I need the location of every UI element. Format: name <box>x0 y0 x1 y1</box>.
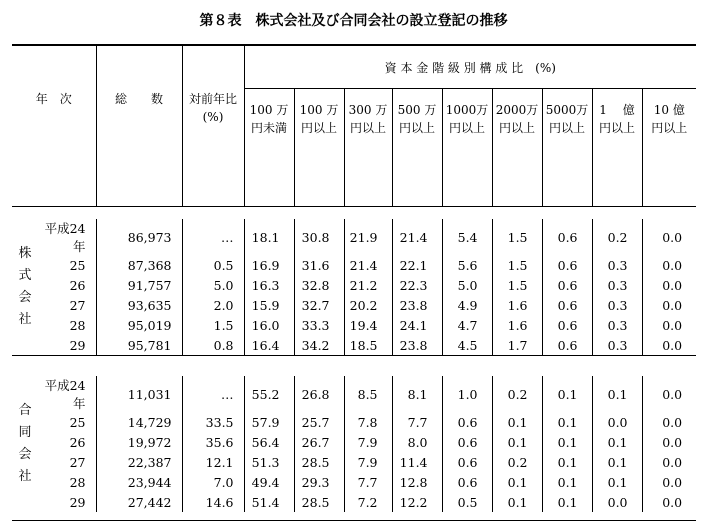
share-cell: 16.0 <box>244 315 294 335</box>
yoy-cell: 2.0 <box>182 295 244 315</box>
share-cell: 5.0 <box>442 275 492 295</box>
share-cell: 28.5 <box>294 452 344 472</box>
year-cell: 25 <box>38 412 96 432</box>
header-capital-col <box>642 89 696 207</box>
total-cell: 27,442 <box>96 492 182 512</box>
share-cell: 15.9 <box>244 295 294 315</box>
year-cell: 25 <box>38 255 96 275</box>
share-cell: 7.7 <box>392 412 442 432</box>
table-row <box>12 492 696 512</box>
share-cell: 0.0 <box>662 297 683 313</box>
share-cell: 0.0 <box>662 386 683 402</box>
yoy-cell: 12.1 <box>182 452 244 472</box>
yoy-cell: 0.5 <box>182 255 244 275</box>
share-cell: 0.6 <box>442 472 492 492</box>
share-cell: 0.1 <box>542 432 592 452</box>
year-cell: 26 <box>38 432 96 452</box>
header-capital-line: 円以上 <box>449 121 486 136</box>
share-cell: 0.2 <box>492 452 542 472</box>
header-capital-line: 円以上 <box>599 121 636 136</box>
table-row <box>12 376 696 412</box>
header-capital-line: 500 万 <box>397 103 437 118</box>
total-cell: 91,757 <box>96 275 182 295</box>
share-cell: 31.6 <box>294 255 344 275</box>
header-capital-line: 円以上 <box>301 121 338 136</box>
share-cell: 1.5 <box>492 275 542 295</box>
share-cell: 1.0 <box>442 376 492 412</box>
share-cell: 1.5 <box>492 219 542 255</box>
header-capital-group: 資 本 金 階 級 別 構 成 比 (%) <box>244 45 696 89</box>
table-row <box>12 275 696 295</box>
share-cell: 16.3 <box>244 275 294 295</box>
share-cell: 4.7 <box>442 315 492 335</box>
share-cell: 34.2 <box>294 335 344 356</box>
share-cell: 32.8 <box>294 275 344 295</box>
share-cell: 0.3 <box>592 295 642 315</box>
share-cell: 0.2 <box>592 219 642 255</box>
year-cell: 27 <box>38 295 96 315</box>
share-cell: 0.0 <box>662 277 683 293</box>
year-cell: 29 <box>38 335 96 356</box>
share-cell: 5.4 <box>442 219 492 255</box>
share-cell: 24.1 <box>392 315 442 335</box>
share-cell: 7.7 <box>344 472 392 492</box>
total-cell: 87,368 <box>96 255 182 275</box>
share-cell: 1.7 <box>492 335 542 356</box>
share-cell: 7.8 <box>344 412 392 432</box>
share-cell: 0.6 <box>542 295 592 315</box>
header-capital-line: 5000万 <box>545 103 589 118</box>
table-row <box>12 452 696 472</box>
share-cell: 26.7 <box>294 432 344 452</box>
header-capital-line: 2000万 <box>495 103 539 118</box>
share-cell: 33.3 <box>294 315 344 335</box>
share-cell: 1.6 <box>492 315 542 335</box>
header-capital-col <box>294 89 344 207</box>
share-cell: 0.6 <box>542 255 592 275</box>
share-cell: 0.0 <box>662 414 683 430</box>
header-year: 年 次 <box>12 45 96 207</box>
share-cell: 0.6 <box>542 275 592 295</box>
share-cell: 0.1 <box>492 472 542 492</box>
share-cell: 0.1 <box>542 376 592 412</box>
share-cell: 0.1 <box>592 472 642 492</box>
share-cell: 18.5 <box>344 335 392 356</box>
share-cell: 0.3 <box>592 335 642 356</box>
yoy-cell: 33.5 <box>182 412 244 432</box>
share-cell: 1.5 <box>492 255 542 275</box>
share-cell: 7.9 <box>344 432 392 452</box>
header-capital-line: 円以上 <box>350 121 387 136</box>
yoy-cell: 1.5 <box>182 315 244 335</box>
share-cell: 55.2 <box>244 376 294 412</box>
table-row <box>12 432 696 452</box>
share-cell: 12.2 <box>392 492 442 512</box>
share-cell: 25.7 <box>294 412 344 432</box>
year-cell: 27 <box>38 452 96 472</box>
share-cell: 16.4 <box>244 335 294 356</box>
share-cell: 0.6 <box>542 315 592 335</box>
share-cell: 5.6 <box>442 255 492 275</box>
share-cell: 0.1 <box>592 376 642 412</box>
share-cell: 8.1 <box>392 376 442 412</box>
share-cell: 4.9 <box>442 295 492 315</box>
total-cell: 95,781 <box>96 335 182 356</box>
table-title: 第８表 株式会社及び合同会社の設立登記の推移 <box>199 13 508 29</box>
header-capital-line: 300 万 <box>348 103 388 118</box>
share-cell: 0.2 <box>492 376 542 412</box>
table-row <box>12 295 696 315</box>
share-cell: 0.0 <box>592 412 642 432</box>
share-cell: 23.8 <box>392 335 442 356</box>
year-cell: 29 <box>38 492 96 512</box>
share-cell: 0.0 <box>662 317 683 333</box>
total-cell: 86,973 <box>96 219 182 255</box>
yoy-cell: 35.6 <box>182 432 244 452</box>
year-cell: 28 <box>38 472 96 492</box>
yoy-cell: … <box>182 219 244 255</box>
share-cell: 0.3 <box>592 275 642 295</box>
header-capital-line: 円以上 <box>499 121 536 136</box>
header-yoy: 対前年比 (%) <box>182 45 244 207</box>
share-cell: 0.1 <box>542 492 592 512</box>
header-total: 総 数 <box>96 45 182 207</box>
share-cell: 51.4 <box>244 492 294 512</box>
share-cell: 0.1 <box>592 452 642 472</box>
share-cell: 26.8 <box>294 376 344 412</box>
share-cell: 0.3 <box>592 255 642 275</box>
share-cell: 0.0 <box>662 337 683 353</box>
registration-table <box>12 44 696 521</box>
share-cell: 0.6 <box>442 432 492 452</box>
header-capital-line: 1000万 <box>445 103 489 118</box>
year-cell: 平成24年 <box>38 219 96 255</box>
share-cell: 0.1 <box>492 432 542 452</box>
share-cell: 21.4 <box>344 255 392 275</box>
share-cell: 0.1 <box>542 452 592 472</box>
total-cell: 22,387 <box>96 452 182 472</box>
share-cell: 0.0 <box>592 492 642 512</box>
share-cell: 0.0 <box>662 454 683 470</box>
share-cell: 0.5 <box>442 492 492 512</box>
header-capital-col <box>392 89 442 207</box>
header-capital-col <box>492 89 542 207</box>
header-capital-line: 1 億 <box>599 103 635 118</box>
yoy-cell: 5.0 <box>182 275 244 295</box>
share-cell: 0.1 <box>492 412 542 432</box>
share-cell: 29.3 <box>294 472 344 492</box>
header-capital-line: 100 万 <box>249 103 289 118</box>
table-row <box>12 412 696 432</box>
total-cell: 95,019 <box>96 315 182 335</box>
header-capital-col <box>244 89 294 207</box>
share-cell: 7.9 <box>344 452 392 472</box>
share-cell: 1.6 <box>492 295 542 315</box>
yoy-cell: 0.8 <box>182 335 244 356</box>
share-cell: 0.0 <box>662 229 683 245</box>
header-capital-col <box>344 89 392 207</box>
share-cell: 8.5 <box>344 376 392 412</box>
year-cell: 28 <box>38 315 96 335</box>
share-cell: 20.2 <box>344 295 392 315</box>
share-cell: 0.6 <box>542 219 592 255</box>
yoy-cell: … <box>182 376 244 412</box>
total-cell: 93,635 <box>96 295 182 315</box>
total-cell: 11,031 <box>96 376 182 412</box>
table-row <box>12 219 696 255</box>
share-cell: 22.1 <box>392 255 442 275</box>
share-cell: 7.2 <box>344 492 392 512</box>
share-cell: 12.8 <box>392 472 442 492</box>
header-capital-col <box>592 89 642 207</box>
total-cell: 23,944 <box>96 472 182 492</box>
share-cell: 0.1 <box>542 472 592 492</box>
share-cell: 0.1 <box>542 412 592 432</box>
share-cell: 28.5 <box>294 492 344 512</box>
share-cell: 21.2 <box>344 275 392 295</box>
header-capital-col <box>442 89 492 207</box>
share-cell: 0.0 <box>662 257 683 273</box>
share-cell: 11.4 <box>392 452 442 472</box>
share-cell: 21.9 <box>344 219 392 255</box>
share-cell: 0.6 <box>542 335 592 356</box>
share-cell: 8.0 <box>392 432 442 452</box>
share-cell: 30.8 <box>294 219 344 255</box>
share-cell: 22.3 <box>392 275 442 295</box>
share-cell: 0.6 <box>442 452 492 472</box>
share-cell: 0.1 <box>492 492 542 512</box>
year-cell: 平成24年 <box>38 376 96 412</box>
share-cell: 0.0 <box>662 494 683 510</box>
header-capital-line: 円未満 <box>251 121 288 136</box>
table-row <box>12 472 696 492</box>
share-cell: 49.4 <box>244 472 294 492</box>
share-cell: 18.1 <box>244 219 294 255</box>
header-capital-line: 円以上 <box>651 121 688 136</box>
share-cell: 16.9 <box>244 255 294 275</box>
header-capital-line: 100 万 <box>299 103 339 118</box>
group-label: 合 同 会 社 <box>18 403 32 484</box>
group-label: 株 式 会 社 <box>18 246 32 327</box>
year-cell: 26 <box>38 275 96 295</box>
share-cell: 0.6 <box>442 412 492 432</box>
share-cell: 4.5 <box>442 335 492 356</box>
yoy-cell: 14.6 <box>182 492 244 512</box>
header-capital-line: 円以上 <box>399 121 436 136</box>
share-cell: 21.4 <box>392 219 442 255</box>
share-cell: 0.0 <box>662 434 683 450</box>
share-cell: 0.0 <box>662 474 683 490</box>
share-cell: 32.7 <box>294 295 344 315</box>
share-cell: 23.8 <box>392 295 442 315</box>
total-cell: 19,972 <box>96 432 182 452</box>
share-cell: 0.3 <box>592 315 642 335</box>
yoy-cell: 7.0 <box>182 472 244 492</box>
share-cell: 19.4 <box>344 315 392 335</box>
share-cell: 57.9 <box>244 412 294 432</box>
table-row <box>12 315 696 335</box>
header-capital-col <box>542 89 592 207</box>
header-capital-line: 円以上 <box>549 121 586 136</box>
table-row <box>12 335 696 356</box>
table-row <box>12 255 696 275</box>
header-capital-line: 10 億 <box>653 103 685 118</box>
share-cell: 56.4 <box>244 432 294 452</box>
share-cell: 0.1 <box>592 432 642 452</box>
share-cell: 51.3 <box>244 452 294 472</box>
total-cell: 14,729 <box>96 412 182 432</box>
